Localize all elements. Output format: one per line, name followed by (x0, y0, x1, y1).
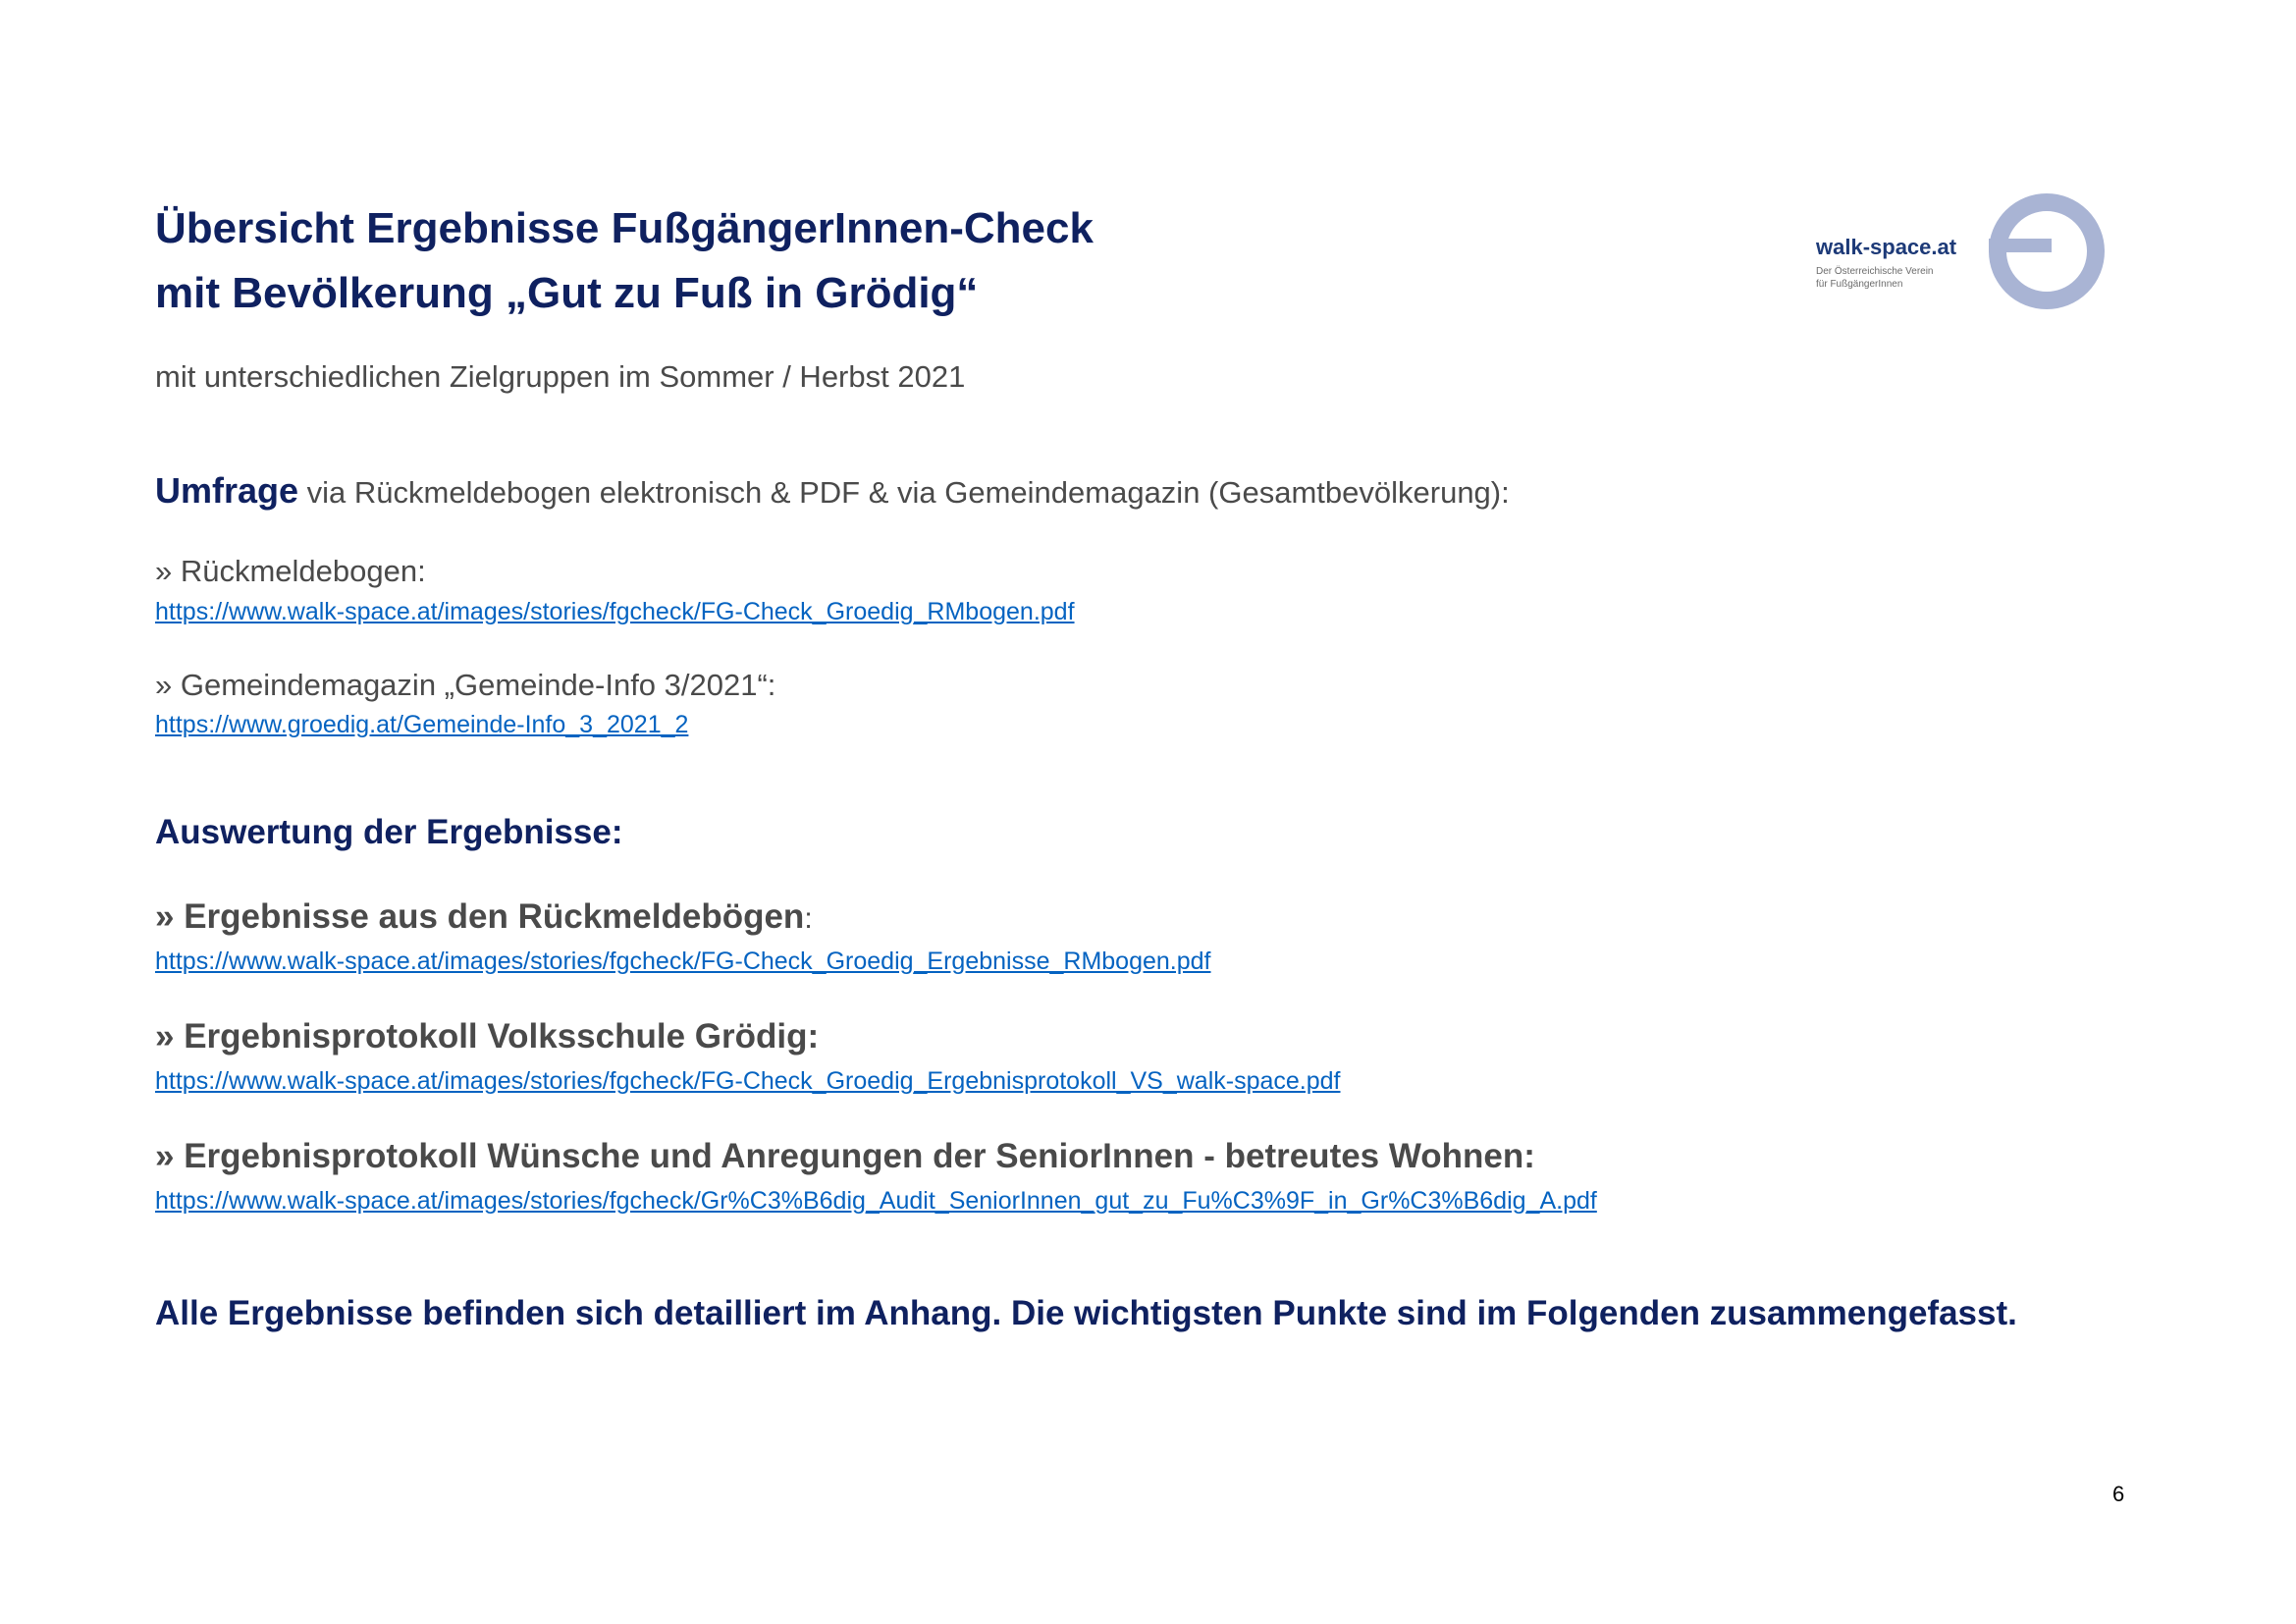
result-heading-text: » Ergebnisse aus den Rückmeldebögen (155, 897, 805, 936)
page-number: 6 (2112, 1482, 2125, 1506)
result-heading-seniors: » Ergebnisprotokoll Wünsche und Anregungen der SeniorInnen - betreutes Wohnen: (155, 1137, 1535, 1175)
community-magazine-link[interactable]: https://www.groedig.at/Gemeinde-Info_3_2021_2 (155, 711, 689, 738)
logo-tagline-1: Der Österreichische Verein (1816, 266, 1934, 277)
survey-intro (155, 469, 1510, 514)
page-title-line-1: Übersicht Ergebnisse FußgängerInnen-Check (155, 204, 1094, 252)
result-heading-feedback-forms (155, 895, 813, 941)
logo-tagline-2: für FußgängerInnen (1816, 279, 1903, 290)
page-title-line-2: mit Bevölkerung „Gut zu Fuß in Grödig“ (155, 269, 979, 317)
result-heading-primary-school: » Ergebnisprotokoll Volksschule Grödig: (155, 1017, 820, 1056)
results-primary-school-link[interactable]: https://www.walk-space.at/images/stories/fgcheck/FG-Check_Groedig_Ergebnisprotokoll_VS_walk-space.pdf (155, 1067, 1341, 1095)
feedback-form-link[interactable]: https://www.walk-space.at/images/stories/fgcheck/FG-Check_Groedig_RMbogen.pdf (155, 598, 1075, 625)
evaluation-heading: Auswertung der Ergebnisse: (155, 813, 623, 851)
result-heading-suffix: : (804, 902, 813, 935)
walk-space-logo (1812, 192, 2107, 314)
results-seniors-link[interactable]: https://www.walk-space.at/images/stories/fgcheck/Gr%C3%B6dig_Audit_SeniorInnen_gut_zu_Fu%C3%9F_in_Gr%C3%B6dig_A.pdf (155, 1187, 1597, 1215)
page-subtitle: mit unterschiedlichen Zielgruppen im Sommer / Herbst 2021 (155, 359, 966, 394)
survey-item-label-community-magazine: » Gemeindemagazin „Gemeinde-Info 3/2021“: (155, 668, 776, 702)
survey-label: Umfrage (155, 470, 299, 511)
page-title (155, 196, 1094, 326)
logo-name: walk-space.at (1816, 235, 1957, 259)
results-feedback-forms-link[interactable]: https://www.walk-space.at/images/stories/fgcheck/FG-Check_Groedig_Ergebnisse_RMbogen.pdf (155, 947, 1211, 975)
survey-item-label-feedback-form: » Rückmeldebogen: (155, 554, 426, 588)
survey-text: via Rückmeldebogen elektronisch & PDF & via Gemeindemagazin (Gesamtbevölkerung): (298, 475, 1510, 510)
conclusion-text: Alle Ergebnisse befinden sich detailliert im Anhang. Die wichtigsten Punkte sind im Folgenden zusammengefasst. (155, 1294, 2017, 1332)
